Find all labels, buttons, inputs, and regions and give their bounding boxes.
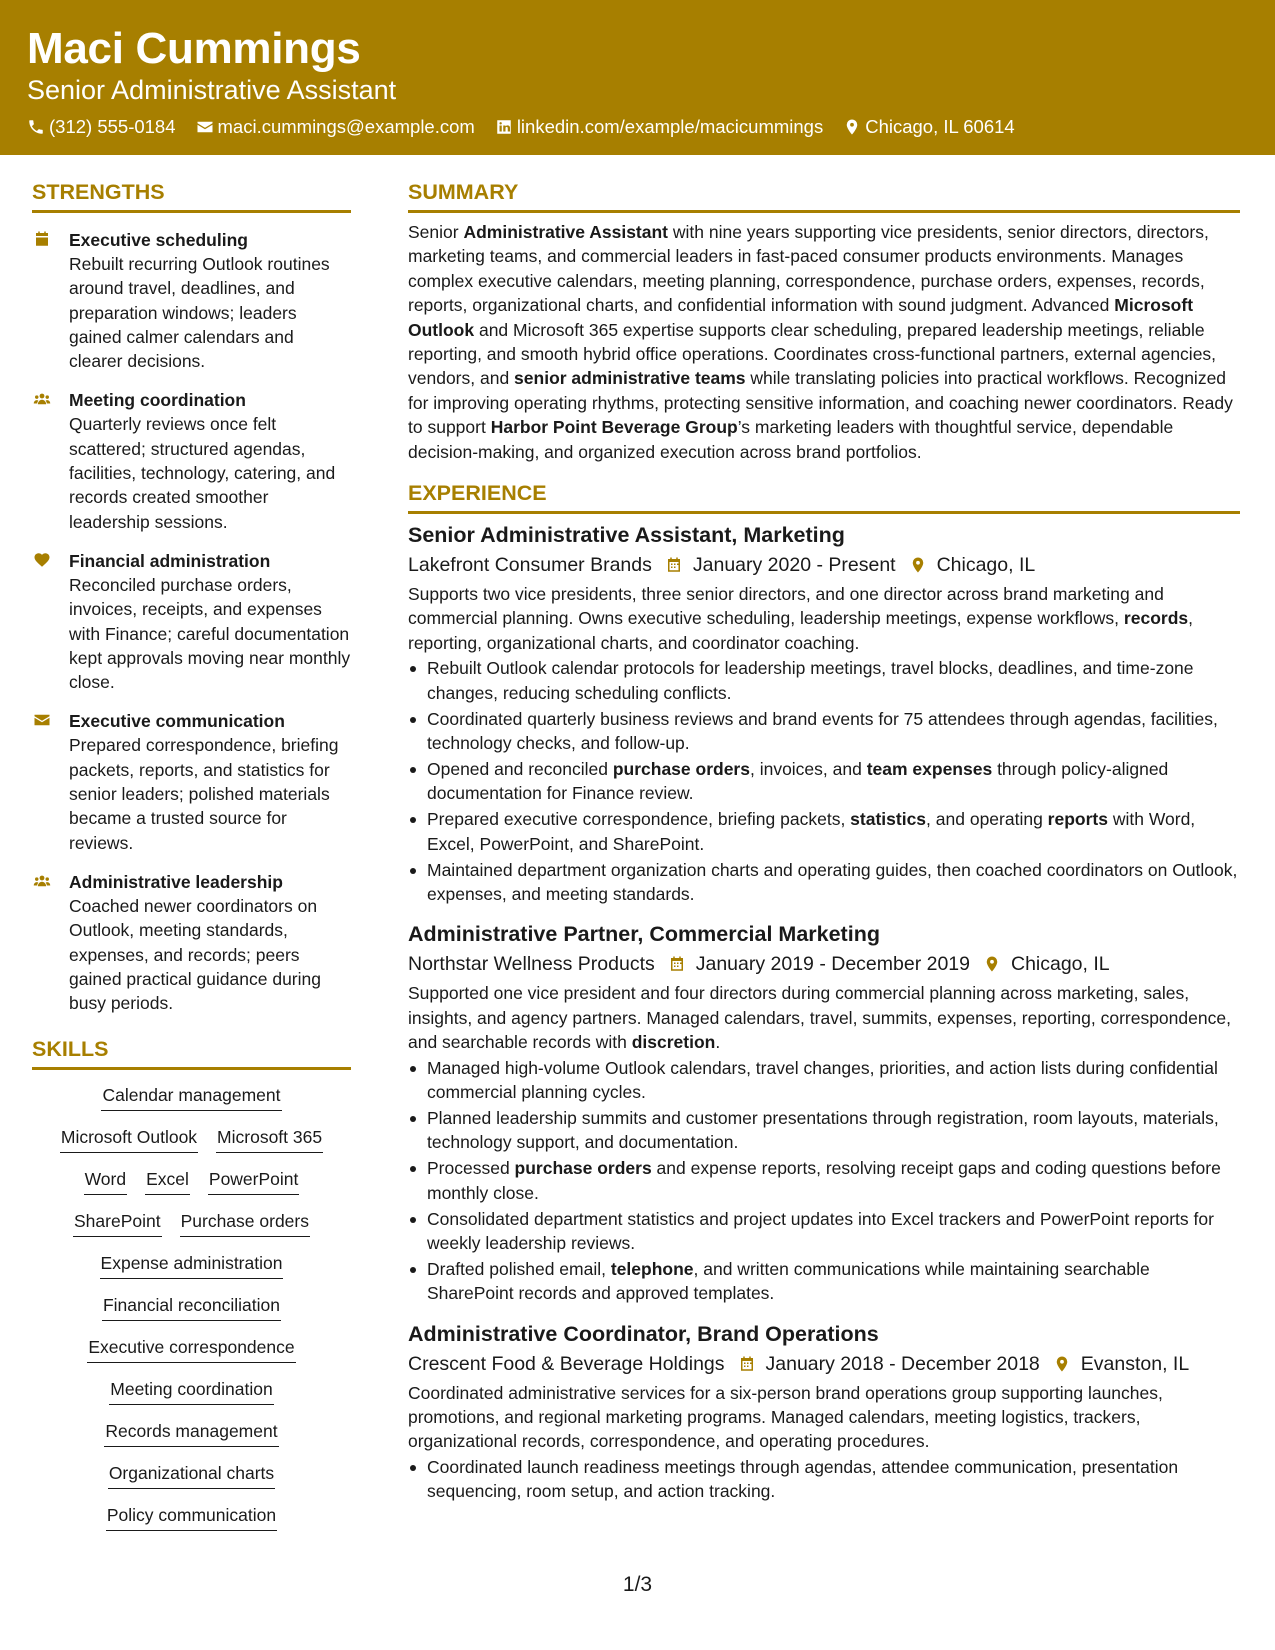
bold-text: purchase orders: [514, 1158, 652, 1179]
bullet-item: [408, 1156, 1240, 1205]
bullet-item: [408, 1257, 1240, 1306]
left-column: [32, 180, 351, 1546]
skill-row: [32, 1378, 351, 1405]
job-description: [408, 1381, 1240, 1454]
strength-title: Executive scheduling: [69, 230, 248, 250]
calendar-icon: [32, 230, 52, 248]
candidate-title: Senior Administrative Assistant: [27, 75, 397, 105]
job-meta: [408, 950, 1240, 978]
strength-desc: Coached newer coordinators on Outlook, meeting standards, expenses, and records; peers gained practical guidance during busy periods.: [69, 895, 321, 1014]
bold-text: telephone: [610, 1258, 694, 1279]
envelope-icon: [32, 711, 52, 729]
skill-tag: Expense administration: [100, 1252, 284, 1279]
strength-item: [32, 870, 351, 1015]
job-role: Administrative Partner, Commercial Marketing: [408, 922, 880, 947]
text-run: Consolidated department statistics and project updates into Excel trackers and PowerPoint reports for weekly leadership reviews.: [427, 1208, 1214, 1253]
skill-tag: Microsoft Outlook: [60, 1126, 198, 1153]
bold-text: purchase orders: [612, 758, 750, 779]
skill-tag: Calendar management: [101, 1084, 281, 1111]
strength-item: [32, 228, 351, 373]
summary-heading: SUMMARY: [408, 180, 1240, 213]
summary-text: [408, 220, 1240, 464]
candidate-name: Maci Cummings: [27, 24, 361, 73]
skill-tag: Financial reconciliation: [102, 1294, 281, 1321]
calendar-icon: [665, 555, 683, 575]
job-entry: [408, 1320, 1240, 1504]
bullet-item: [408, 807, 1240, 856]
calendar-icon: [668, 954, 686, 974]
text-run: through policy-aligned documentation for Finance review.: [427, 758, 1169, 804]
map-pin-icon: [983, 954, 1001, 974]
job-meta: [408, 1350, 1240, 1378]
experience-list: [408, 521, 1240, 1504]
strength-title: Administrative leadership: [69, 871, 283, 892]
skill-tag: Word: [84, 1168, 128, 1195]
text-run: and Microsoft 365 expertise supports clear scheduling, prepared leadership meetings, reliable reporting, and smooth hybrid office operations. Coordinates cross-functional partners, external agencies, vendors, and: [408, 319, 1217, 389]
job-description: [408, 981, 1240, 1054]
strength-desc: Reconciled purchase orders, invoices, receipts, and expenses with Finance; careful documentation kept approvals moving near monthly close.: [69, 574, 351, 693]
contact-bar: [27, 116, 1275, 138]
text-run: Opened and reconciled: [427, 758, 613, 779]
strength-item: [32, 549, 351, 694]
strength-title: Financial administration: [69, 550, 271, 571]
job-dates: January 2019 - December 2019: [695, 953, 970, 976]
contact-email-text: maci.cummings@example.com: [217, 116, 475, 137]
job-company: Lakefront Consumer Brands: [408, 554, 652, 577]
right-column: [408, 180, 1240, 1505]
job-entry: [408, 521, 1240, 906]
job-meta: [408, 551, 1240, 579]
linkedin-icon: [495, 118, 513, 136]
strength-item: [32, 388, 351, 533]
skill-row: [32, 1252, 351, 1279]
phone-icon: [27, 118, 45, 136]
bold-text: Microsoft Outlook: [408, 295, 1194, 340]
job-location: Chicago, IL: [936, 554, 1036, 577]
strength-desc: Rebuilt recurring Outlook routines around travel, deadlines, and preparation windows; leaders gained calmer calendars and clearer decisions.: [69, 254, 330, 372]
skill-row: [32, 1294, 351, 1321]
calendar-icon: [738, 1354, 756, 1374]
job-role: Senior Administrative Assistant, Marketing: [408, 523, 845, 548]
text-run: Processed: [427, 1158, 515, 1179]
text-run: , invoices, and: [749, 758, 867, 779]
text-run: with nine years supporting vice presidents, senior directors, directors, marketing teams, and commercial leaders in fast-paced consumer products environments. Manages complex executive calendars, meeting planning, correspondence, purchase orders, expenses, records, reports, organizational charts, and confidential information with sound judgment. Advanced: [408, 222, 1209, 316]
text-run: .: [715, 1032, 721, 1053]
bold-text: Administrative Assistant: [463, 222, 669, 242]
bullet-item: [408, 656, 1240, 705]
strength-title: Meeting coordination: [69, 390, 246, 411]
heart-icon: [32, 551, 52, 569]
map-pin-icon: [1053, 1354, 1071, 1374]
strength-desc: Quarterly reviews once felt scattered; structured agendas, facilities, technology, catering, and records created smoother leadership sessions.: [69, 414, 336, 532]
bold-text: reports: [1047, 809, 1108, 830]
text-run: Planned leadership summits and customer presentations through registration, room layouts, materials, technology support, and documentation.: [427, 1107, 1219, 1153]
job-dates: January 2020 - Present: [692, 554, 896, 577]
skill-tag: Organizational charts: [108, 1462, 275, 1489]
bold-text: Harbor Point Beverage Group: [490, 417, 738, 438]
bullet-item: [408, 707, 1240, 756]
contact-phone[interactable]: [27, 116, 176, 138]
text-run: Rebuilt Outlook calendar protocols for leadership meetings, travel blocks, deadlines, and time-zone changes, reducing scheduling conflicts.: [427, 658, 1194, 703]
skill-row: [32, 1210, 351, 1237]
skill-row: [32, 1420, 351, 1447]
strength-title: Executive communication: [69, 711, 285, 732]
bold-text: senior administrative teams: [514, 368, 746, 389]
text-run: Prepared executive correspondence, briefing packets,: [427, 809, 851, 830]
text-run: ’s marketing leaders with thoughtful service, dependable decision-making, and organized execution across brand portfolios.: [408, 417, 1174, 462]
text-run: , reporting, organizational charts, and coordinator coaching.: [408, 608, 1193, 653]
skill-tag: Microsoft 365: [216, 1126, 323, 1153]
job-location: Evanston, IL: [1080, 1352, 1190, 1375]
contact-location-text: Chicago, IL 60614: [865, 116, 1015, 137]
skill-row: [32, 1462, 351, 1489]
envelope-icon: [196, 118, 214, 136]
text-run: while translating policies into practical workflows. Recognized for improving operating rhythms, protecting sensitive information, and coaching newer coordinators. Ready to support: [408, 368, 1233, 438]
contact-email[interactable]: [196, 116, 475, 138]
skill-row: [32, 1084, 351, 1111]
skill-row: [32, 1504, 351, 1531]
bold-text: discretion: [631, 1032, 716, 1053]
bullet-item: [408, 1455, 1240, 1504]
skill-tag: Excel: [145, 1168, 190, 1195]
skills-heading: SKILLS: [32, 1037, 351, 1070]
skill-tag: Policy communication: [106, 1504, 277, 1531]
bullet-item: [408, 1056, 1240, 1105]
text-run: , and operating: [926, 809, 1048, 830]
job-description: [408, 582, 1240, 655]
text-run: Senior: [408, 222, 464, 242]
text-run: Coordinated launch readiness meetings through agendas, attendee communication, presentation sequencing, room setup, and action tracking.: [427, 1456, 1179, 1502]
text-run: with Word, Excel, PowerPoint, and SharePoint.: [427, 809, 1196, 854]
text-run: Coordinated quarterly business reviews and brand events for 75 attendees through agendas, facilities, technology checks, and follow-up.: [427, 708, 1218, 753]
contact-location: [843, 116, 1014, 138]
bullet-item: [408, 1207, 1240, 1256]
text-run: Supported one vice president and four directors during commercial planning across marketing, sales, insights, and agency partners. Managed calendars, travel, summits, expenses, reporting, correspondence, and searchable records with: [408, 983, 1231, 1053]
map-pin-icon: [843, 118, 861, 136]
experience-heading: EXPERIENCE: [408, 481, 1240, 514]
text-run: Managed high-volume Outlook calendars, travel changes, priorities, and action lists during confidential commercial planning cycles.: [427, 1057, 1218, 1102]
strengths-heading: STRENGTHS: [32, 180, 351, 213]
bullet-item: [408, 757, 1240, 806]
users-icon: [32, 872, 52, 890]
contact-phone-text: (312) 555-0184: [49, 116, 176, 137]
contact-linkedin[interactable]: [495, 116, 823, 138]
job-role: Administrative Coordinator, Brand Operations: [408, 1321, 879, 1346]
resume-header: [0, 0, 1275, 155]
job-entry: [408, 920, 1240, 1305]
skill-row: [32, 1168, 351, 1195]
job-bullets: [408, 1056, 1240, 1306]
job-dates: January 2018 - December 2018: [765, 1352, 1040, 1375]
skill-tag: Purchase orders: [180, 1210, 310, 1237]
contact-linkedin-text: linkedin.com/example/macicummings: [516, 116, 824, 137]
skill-row: [32, 1126, 351, 1153]
job-bullets: [408, 1455, 1240, 1504]
text-run: , and written communications while maintaining searchable SharePoint records and approved templates.: [427, 1258, 1150, 1304]
strength-item: [32, 709, 351, 854]
job-company: Northstar Wellness Products: [408, 953, 655, 976]
skill-tag: SharePoint: [73, 1210, 162, 1237]
skill-tag: Meeting coordination: [109, 1378, 273, 1405]
skill-tag: Executive correspondence: [87, 1336, 295, 1363]
text-run: Coordinated administrative services for a six-person brand operations group supporting launches, promotions, and regional marketing programs. Managed calendars, meeting logistics, trackers, organizational records, correspondence, and operating procedures.: [408, 1382, 1163, 1452]
job-bullets: [408, 656, 1240, 906]
text-run: and expense reports, resolving receipt gaps and coding questions before monthly close.: [427, 1158, 1221, 1203]
text-run: Supports two vice presidents, three senior directors, and one director across brand marketing and commercial planning. Owns executive scheduling, leadership meetings, expense workflows,: [408, 584, 1164, 629]
bullet-item: [408, 1106, 1240, 1155]
skill-row: [32, 1336, 351, 1363]
job-location: Chicago, IL: [1010, 953, 1110, 976]
skills-list: [32, 1084, 351, 1546]
bullet-item: [408, 858, 1240, 907]
text-run: Drafted polished email,: [427, 1258, 611, 1279]
strength-desc: Prepared correspondence, briefing packets, reports, and statistics for senior leaders; polished materials became a trusted source for reviews.: [69, 735, 339, 853]
bold-text: statistics: [850, 809, 927, 830]
skill-tag: Records management: [104, 1420, 278, 1447]
users-icon: [32, 390, 52, 408]
page-number: 1/3: [622, 1573, 653, 1596]
map-pin-icon: [909, 555, 927, 575]
bold-text: records: [1123, 608, 1189, 629]
skill-tag: PowerPoint: [208, 1168, 300, 1195]
bold-text: team expenses: [866, 758, 993, 779]
text-run: Maintained department organization charts and operating guides, then coached coordinators on Outlook, expenses, and meeting standards.: [427, 859, 1238, 904]
job-company: Crescent Food & Beverage Holdings: [408, 1352, 725, 1375]
